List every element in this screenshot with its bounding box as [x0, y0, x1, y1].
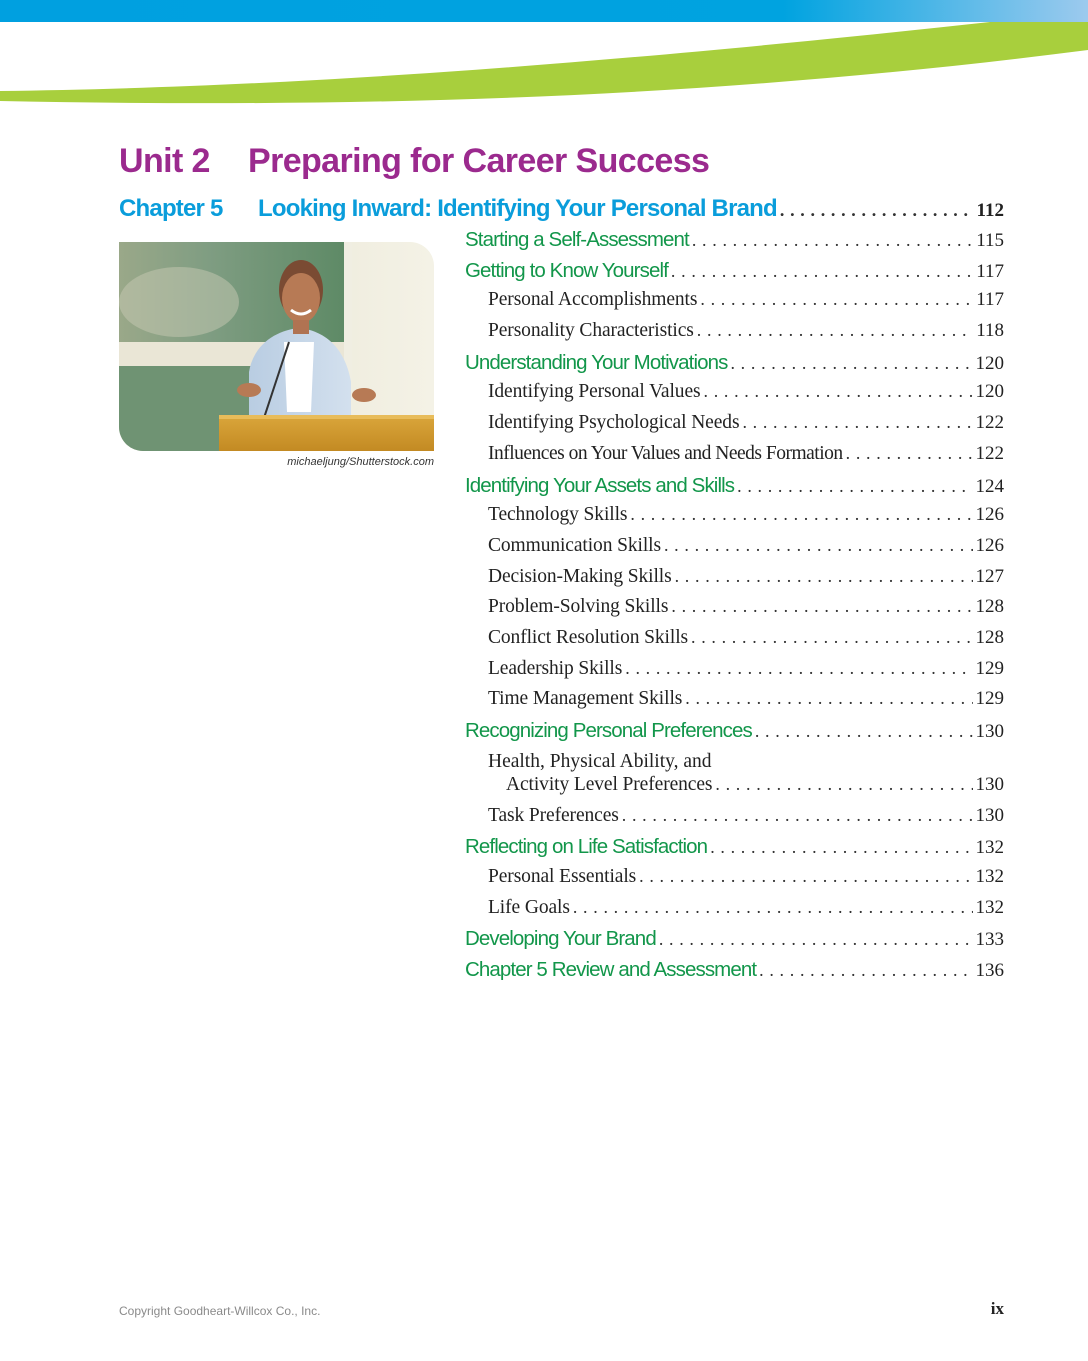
dot-leader: [664, 535, 973, 556]
dot-leader: [675, 566, 973, 587]
toc-entry-page: 128: [975, 626, 1004, 648]
toc-entry-label: Communication Skills: [488, 534, 661, 556]
toc-subentry[interactable]: [465, 627, 1004, 658]
toc-entry-page: 132: [975, 837, 1004, 859]
toc-entry-label: Time Management Skills: [488, 688, 683, 710]
toc-entry-label: Influences on Your Values and Needs Formation: [488, 442, 843, 464]
toc-entry[interactable]: [465, 351, 1004, 382]
toc-entry-label: Chapter 5 Review and Assessment: [465, 958, 757, 982]
dot-leader: [573, 897, 973, 918]
toc-entry-page: 122: [975, 412, 1004, 434]
dot-leader: [659, 929, 973, 950]
toc-entry-label: Identifying Personal Values: [488, 381, 701, 403]
dot-leader: [759, 960, 972, 981]
toc-entry-label: Decision-Making Skills: [488, 565, 672, 587]
toc-entry-label: Reflecting on Life Satisfaction: [465, 835, 708, 859]
toc-entry-page: 122: [975, 442, 1004, 464]
toc-entry-page: 130: [975, 721, 1004, 742]
toc-entry-label: Personality Characteristics: [488, 320, 694, 342]
toc-entry-page: 130: [975, 804, 1004, 826]
toc-entry-page: 132: [975, 866, 1004, 888]
toc-entry-label: Technology Skills: [488, 504, 628, 526]
chapter-number: Chapter 5: [119, 195, 223, 222]
toc-subentry[interactable]: [465, 504, 1004, 535]
toc-entry-label: Problem-Solving Skills: [488, 596, 669, 618]
toc-subentry[interactable]: [465, 381, 1004, 412]
dot-leader: [737, 476, 972, 497]
dot-leader: [671, 261, 973, 282]
toc-entry-label-line2: Activity Level Preferences: [506, 773, 713, 795]
toc-entry-label: Personal Essentials: [488, 866, 637, 888]
toc-entry-page: 128: [975, 596, 1004, 618]
toc-entry-label: Life Goals: [488, 896, 570, 918]
dot-leader: [780, 200, 974, 221]
dot-leader: [710, 837, 972, 858]
toc-entry-page: 133: [975, 929, 1004, 951]
dot-leader: [742, 412, 972, 433]
toc-entry-label: Understanding Your Motivations: [465, 350, 728, 374]
toc-entry-page: 130: [975, 773, 1004, 795]
toc-entry[interactable]: [465, 958, 1004, 989]
top-blue-band: [0, 0, 1088, 22]
dot-leader: [639, 866, 972, 887]
dot-leader: [704, 381, 973, 402]
dot-leader: [685, 688, 972, 709]
toc-entry-page: 117: [976, 289, 1004, 311]
photo-credit: michaeljung/Shutterstock.com: [287, 456, 434, 468]
toc-entry-page: 129: [975, 657, 1004, 679]
speaker-at-podium-image: [119, 242, 434, 451]
dot-leader: [700, 289, 973, 310]
dot-leader: [697, 320, 973, 341]
toc-entry-page: 118: [976, 320, 1004, 342]
toc-subentry[interactable]: [465, 596, 1004, 627]
dot-leader: [625, 658, 972, 679]
dot-leader: [692, 230, 973, 251]
toc-entry-label: Personal Accomplishments: [488, 289, 698, 311]
toc-subentry[interactable]: [465, 320, 1004, 351]
toc-entry-page: 129: [975, 688, 1004, 710]
toc-subentry[interactable]: [465, 412, 1004, 443]
folio-page-number: ix: [990, 1299, 1004, 1318]
toc-entry-label: Recognizing Personal Preferences: [465, 719, 752, 742]
toc-entry-label: Starting a Self-Assessment: [465, 228, 689, 251]
toc-subentry[interactable]: [465, 443, 1004, 474]
toc-subentry[interactable]: [465, 688, 1004, 719]
toc-entry[interactable]: [465, 835, 1004, 866]
dot-leader: [730, 353, 972, 374]
dot-leader: [630, 504, 972, 525]
toc-subentry[interactable]: [465, 866, 1004, 897]
toc-entry-page: 126: [975, 504, 1004, 526]
chapter-photo: [119, 242, 434, 451]
dot-leader: [691, 627, 973, 648]
toc-entry-page: 115: [976, 230, 1004, 251]
unit-heading: [119, 142, 709, 181]
dot-leader: [715, 774, 972, 795]
toc-entry[interactable]: [465, 474, 1004, 505]
toc-subentry[interactable]: [465, 566, 1004, 597]
toc-entry-label: Identifying Psychological Needs: [488, 412, 740, 434]
toc-entry-page: 120: [975, 381, 1004, 403]
header-banner: [0, 0, 1088, 110]
toc-entry-label: Conflict Resolution Skills: [488, 626, 688, 648]
toc-entry-label: Getting to Know Yourself: [465, 258, 668, 282]
toc-entry[interactable]: [465, 927, 1004, 958]
toc-entry-page: 117: [976, 260, 1004, 282]
toc-entry[interactable]: [465, 259, 1004, 290]
toc-subentry[interactable]: [465, 750, 1004, 805]
dot-leader: [755, 721, 973, 742]
toc-entry-page: 126: [975, 534, 1004, 556]
toc-subentry[interactable]: [465, 535, 1004, 566]
toc-entry-page: 136: [975, 960, 1004, 982]
toc-entry-label: Leadership Skills: [488, 657, 623, 679]
toc-subentry[interactable]: [465, 658, 1004, 689]
toc-entry-page: 127: [975, 565, 1004, 587]
chapter-photo-block: [119, 242, 434, 468]
dot-leader: [622, 805, 973, 826]
toc-entry-label: Identifying Your Assets and Skills: [465, 473, 735, 497]
toc-entry-page: 132: [975, 896, 1004, 918]
dot-leader: [846, 443, 973, 464]
green-swoosh: [0, 22, 1088, 103]
copyright-notice: Copyright Goodheart-Willcox Co., Inc.: [119, 1304, 321, 1318]
toc-subentry[interactable]: [465, 805, 1004, 836]
unit-number: Unit 2: [119, 142, 210, 180]
dot-leader: [671, 596, 972, 617]
toc-entry-label: Task Preferences: [488, 804, 619, 826]
toc-entry-page: 124: [975, 475, 1004, 497]
toc-entry[interactable]: [465, 228, 1004, 259]
toc-entry-label-line1: Health, Physical Ability, and: [488, 750, 712, 772]
chapter-heading[interactable]: [119, 195, 1004, 223]
toc-entry-label: Developing Your Brand: [465, 927, 656, 951]
toc-entry[interactable]: [465, 719, 1004, 750]
toc-subentry[interactable]: [465, 289, 1004, 320]
chapter-title: Looking Inward: Identifying Your Personal Brand: [258, 195, 777, 222]
unit-title: Preparing for Career Success: [248, 142, 710, 180]
toc-subentry[interactable]: [465, 897, 1004, 928]
chapter-page-number: 112: [976, 200, 1004, 221]
toc-entry-page: 120: [975, 352, 1004, 374]
table-of-contents: [465, 228, 1004, 989]
